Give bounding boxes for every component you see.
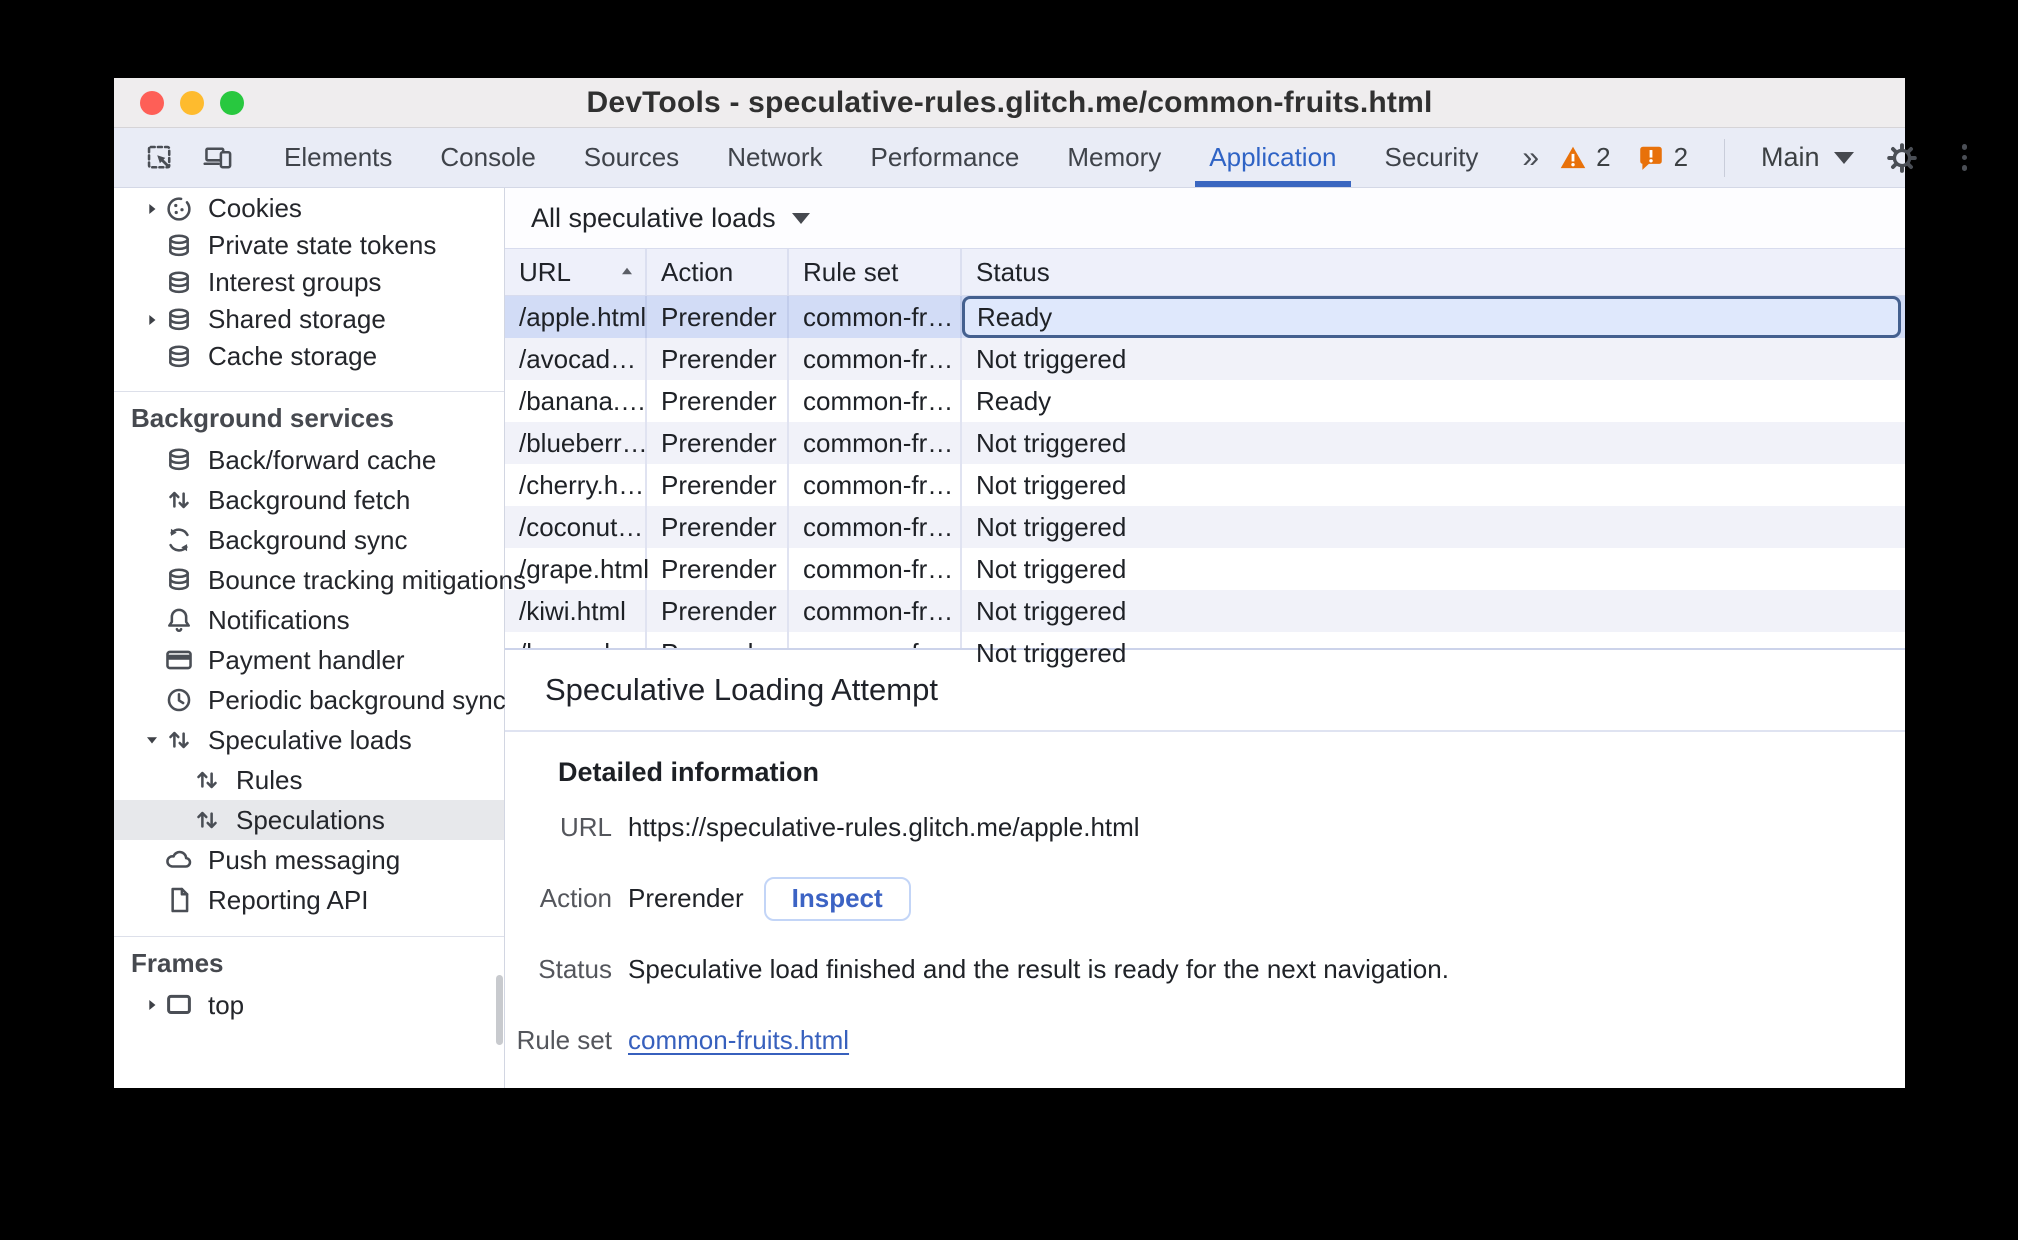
inspect-button[interactable]: Inspect — [764, 877, 911, 921]
detailed-information-header: Detailed information — [558, 756, 820, 787]
table-row-coconut[interactable] — [505, 506, 1905, 548]
issues-icon — [1637, 144, 1665, 172]
cell-action[interactable]: Prerender — [647, 548, 789, 590]
up-down-arrows-icon — [192, 765, 222, 795]
caret-down-icon[interactable] — [142, 730, 164, 750]
up-down-arrows-icon — [164, 725, 194, 755]
sidebar-item-label: Speculative loads — [208, 724, 412, 755]
detail-url-value: https://speculative-rules.glitch.me/apple.html — [628, 812, 1140, 842]
inspect-element-icon[interactable] — [138, 136, 182, 180]
cell-status[interactable]: Not triggered — [976, 427, 1127, 458]
detail-label: URL — [559, 812, 612, 842]
cell-url[interactable]: /kiwi.html — [505, 590, 647, 632]
table-row-grape[interactable] — [505, 548, 1905, 590]
tab-network[interactable]: Network — [727, 142, 823, 172]
section-divider — [114, 391, 504, 392]
detail-row-action — [505, 863, 1905, 934]
chevron-down-icon — [792, 213, 810, 224]
warning-count: 2 — [1596, 142, 1611, 172]
sidebar-item-label: Back/forward cache — [208, 444, 437, 475]
detail-row-url — [505, 792, 1905, 863]
detail-label: Action — [539, 883, 612, 913]
chevron-down-icon — [1834, 152, 1854, 164]
device-toolbar-icon[interactable] — [196, 136, 240, 180]
tab-console[interactable]: Console — [440, 142, 536, 172]
column-header-status[interactable]: Status — [976, 256, 1050, 287]
devtools-window — [114, 78, 1905, 1088]
cell-url[interactable]: /coconut… — [505, 506, 647, 548]
toolbar-divider — [1724, 139, 1725, 177]
cell-ruleset[interactable]: common-fr… — [789, 338, 962, 380]
panel-tabs — [260, 128, 1502, 187]
preview-title: Speculative Loading Attempt — [545, 672, 938, 707]
cell-url[interactable]: /cherry.h… — [505, 464, 647, 506]
sidebar-item-label: Cookies — [208, 193, 302, 223]
sidebar-item-reporting-api[interactable] — [114, 880, 504, 920]
cell-status[interactable]: Not triggered — [976, 343, 1127, 374]
cell-action[interactable]: Prerender — [647, 590, 789, 632]
table-body — [505, 296, 1905, 668]
sidebar-item-label: Private state tokens — [208, 230, 437, 260]
detail-action-value: Prerender — [628, 883, 744, 913]
cell-url[interactable]: /banana.… — [505, 380, 647, 422]
sidebar-item-private-state-tokens[interactable] — [114, 227, 504, 264]
section-divider — [114, 936, 504, 937]
up-down-arrows-icon — [164, 485, 194, 515]
sidebar-scrollbar-thumb[interactable] — [496, 975, 503, 1045]
sidebar-item-speculations[interactable] — [114, 800, 504, 840]
detail-report — [505, 732, 1905, 1088]
sidebar-item-label: top — [208, 989, 245, 1020]
detail-status-value: Speculative load finished and the result is ready for the next navigation. — [628, 954, 1449, 984]
caret-right-icon[interactable] — [142, 995, 164, 1015]
table-row-apple[interactable] — [505, 296, 1905, 338]
cell-status[interactable]: Not triggered — [976, 469, 1127, 500]
cell-status[interactable]: Not triggered — [976, 553, 1127, 584]
sidebar-item-label: Cache storage — [208, 341, 378, 371]
table-row-avocado[interactable] — [505, 338, 1905, 380]
sidebar-item-cache-storage[interactable] — [114, 338, 504, 375]
speculations-toolbar — [505, 188, 1905, 249]
cloud-icon — [164, 845, 194, 875]
speculations-table — [505, 249, 1905, 668]
window-title: DevTools - speculative-rules.glitch.me/common-fruits.html — [586, 85, 1433, 119]
tab-sources[interactable]: Sources — [583, 142, 680, 172]
cell-url[interactable]: /avocad… — [505, 338, 647, 380]
tab-application[interactable]: Application — [1185, 128, 1360, 187]
table-row-cherry[interactable] — [505, 464, 1905, 506]
database-icon — [164, 268, 194, 298]
cell-action[interactable]: Prerender — [647, 506, 789, 548]
caret-right-icon[interactable] — [142, 310, 164, 330]
cell-status[interactable]: Not triggered — [976, 595, 1127, 626]
cell-action[interactable]: Prerender — [647, 422, 789, 464]
cell-status[interactable]: Not triggered — [976, 637, 1127, 668]
js-context-selector[interactable] — [1761, 142, 1854, 173]
cell-url[interactable]: /apple.html — [505, 296, 647, 338]
bell-icon — [164, 605, 194, 635]
titlebar — [114, 78, 1905, 128]
sidebar-item-label: Push messaging — [208, 844, 401, 875]
application-sidebar — [114, 188, 526, 1088]
cell-ruleset[interactable]: common-fr… — [789, 464, 962, 506]
clock-icon — [164, 685, 194, 715]
sidebar-item-notifications[interactable] — [114, 600, 504, 640]
sidebar-item-label: Speculations — [236, 804, 385, 835]
database-icon — [164, 445, 194, 475]
sidebar-item-back-forward-cache[interactable] — [114, 440, 504, 480]
sync-arrows-icon — [164, 525, 194, 555]
cell-ruleset[interactable]: common-fr… — [789, 548, 962, 590]
tab-security[interactable]: Security — [1384, 142, 1479, 172]
sidebar-item-label: Shared storage — [208, 304, 386, 334]
cell-ruleset[interactable]: common-fr… — [789, 590, 962, 632]
cell-ruleset[interactable]: common-fr… — [789, 380, 962, 422]
tab-elements[interactable]: Elements — [284, 142, 393, 172]
issue-count: 2 — [1673, 142, 1689, 172]
close-window-button[interactable] — [140, 91, 164, 115]
cell-url[interactable]: /grape.html — [505, 548, 647, 590]
sidebar-item-bounce-tracking-mitigations[interactable] — [114, 560, 526, 600]
sidebar-item-label: Background sync — [208, 524, 408, 555]
sidebar-item-background-fetch[interactable] — [114, 480, 504, 520]
minimize-window-button[interactable] — [180, 91, 204, 115]
background-services-header: Background services — [131, 402, 395, 433]
payment-card-icon — [164, 645, 194, 675]
sidebar-item-top-frame[interactable] — [114, 985, 504, 1025]
table-row-kiwi[interactable] — [505, 590, 1905, 632]
database-icon — [164, 342, 194, 372]
sidebar-item-interest-groups[interactable] — [114, 264, 504, 301]
column-header-action[interactable]: Action — [647, 249, 789, 295]
more-tabs-icon[interactable]: » — [1522, 140, 1540, 174]
detail-row-status — [505, 934, 1905, 1005]
sidebar-item-label: Bounce tracking mitigations — [208, 564, 526, 595]
sidebar-item-label: Periodic background sync — [208, 684, 506, 715]
frame-icon — [164, 990, 194, 1020]
cell-ruleset[interactable]: common-fr… — [789, 296, 962, 338]
issues-badge[interactable] — [1637, 142, 1688, 173]
filter-dropdown-label: All speculative loads — [531, 202, 776, 233]
js-context-label: Main — [1761, 142, 1820, 172]
cell-status[interactable] — [962, 296, 1905, 338]
zoom-window-button[interactable] — [220, 91, 244, 115]
table-row-blueberry[interactable] — [505, 422, 1905, 464]
database-icon — [164, 565, 194, 595]
cookie-icon — [164, 194, 194, 224]
detail-label: Rule set — [516, 1025, 612, 1055]
sidebar-item-label: Payment handler — [208, 644, 405, 675]
table-row-banana[interactable] — [505, 380, 1905, 422]
warning-icon — [1559, 144, 1587, 172]
kebab-menu-icon[interactable] — [1950, 144, 1980, 171]
cell-url[interactable]: /blueberr… — [505, 422, 647, 464]
frames-header: Frames — [131, 947, 224, 978]
caret-right-icon[interactable] — [142, 199, 164, 219]
tab-performance[interactable]: Performance — [870, 142, 1020, 172]
sidebar-item-push-messaging[interactable] — [114, 840, 504, 880]
cell-action[interactable]: Prerender — [647, 380, 789, 422]
cell-action[interactable]: Prerender — [647, 464, 789, 506]
cell-action[interactable]: Prerender — [647, 296, 789, 338]
database-icon — [164, 231, 194, 261]
focused-cell-ring[interactable]: Ready — [962, 296, 1901, 338]
sidebar-item-speculative-loads[interactable] — [114, 720, 504, 760]
sidebar-item-shared-storage[interactable] — [114, 301, 504, 338]
sidebar-item-rules[interactable] — [114, 760, 504, 800]
warnings-badge[interactable] — [1559, 142, 1610, 173]
traffic-lights — [140, 78, 244, 127]
cell-ruleset[interactable]: common-fr… — [789, 422, 962, 464]
sidebar-item-label: Interest groups — [208, 267, 382, 297]
file-icon — [164, 885, 194, 915]
sort-ascending-icon — [617, 262, 637, 282]
cell-status[interactable]: Ready — [976, 385, 1052, 416]
column-header-rule-set[interactable]: Rule set — [789, 249, 962, 295]
settings-gear-icon[interactable] — [1880, 136, 1924, 180]
sidebar-item-payment-handler[interactable] — [114, 640, 504, 680]
cell-action[interactable]: Prerender — [647, 338, 789, 380]
sidebar-item-cookies[interactable] — [114, 190, 504, 227]
sidebar-item-background-sync[interactable] — [114, 520, 504, 560]
speculative-loads-filter-dropdown[interactable] — [521, 197, 820, 240]
tab-memory[interactable]: Memory — [1067, 142, 1162, 172]
database-icon — [164, 305, 194, 335]
devtools-tabbar — [114, 128, 1905, 188]
cell-status[interactable]: Not triggered — [976, 511, 1127, 542]
sidebar-item-label: Notifications — [208, 604, 350, 635]
detail-label: Status — [538, 954, 612, 984]
speculations-panel — [505, 188, 1905, 1088]
ruleset-link[interactable]: common-fruits.html — [628, 1025, 850, 1055]
cell-ruleset[interactable]: common-fr… — [789, 506, 962, 548]
detail-row-ruleset — [505, 1005, 1905, 1076]
sidebar-item-periodic-background-sync[interactable] — [114, 680, 504, 720]
column-header-url[interactable]: URL — [505, 249, 647, 295]
sidebar-item-label: Background fetch — [208, 484, 411, 515]
up-down-arrows-icon — [192, 805, 222, 835]
sidebar-item-label: Rules — [236, 764, 303, 795]
sidebar-item-label: Reporting API — [208, 884, 369, 915]
table-header-row — [505, 249, 1905, 296]
